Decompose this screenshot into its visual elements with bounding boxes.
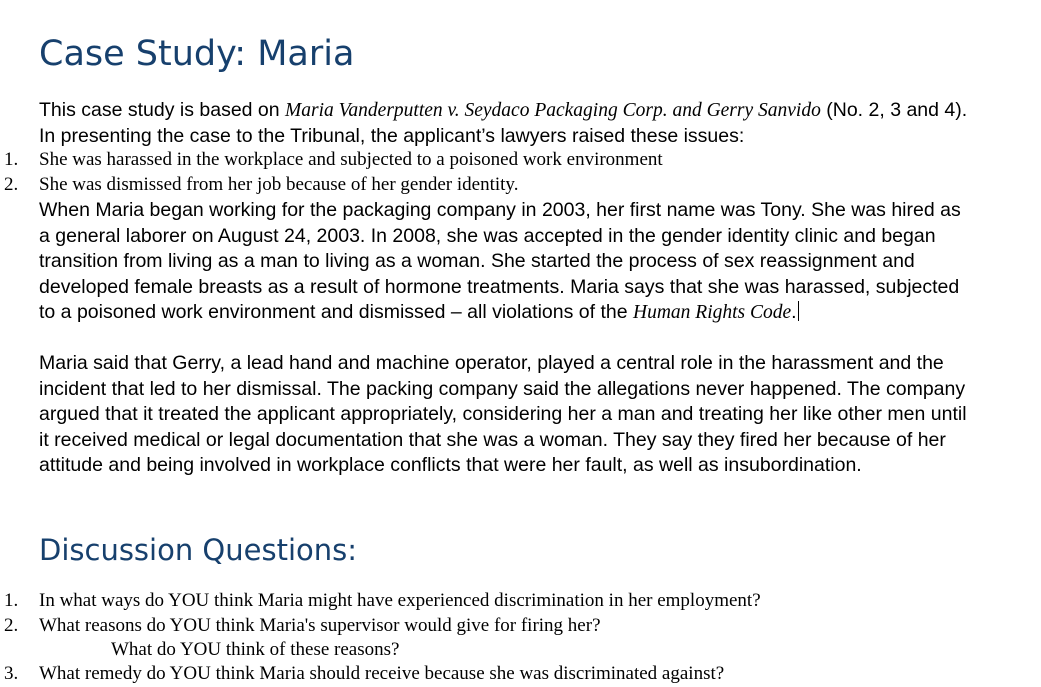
case-name: Maria Vanderputten v. Seydaco Packaging Corp. and Gerry Sanvido: [285, 100, 821, 121]
question-sub-item: What do YOU think of these reasons?: [111, 639, 400, 660]
intro-text-before: This case study is based on: [39, 99, 286, 121]
background-text-before: When Maria began working for the packaging company in 2003, her first name was Tony. She was hired as a general laborer on August 24, 2003. In 2008, she was accepted in the gender identity clinic and began transition from living as a man to living as a woman. She started the process of sex reassignment and developed female breasts as a result of hormone treatments. Maria says that she was harassed, subjected to a poisoned work environment and dismissed – all violations of the: [39, 199, 961, 323]
allegations-paragraph: Maria said that Gerry, a lead hand and machine operator, played a central role in the harassment and the incident that led to her dismissal. The packing company said the allegations never happened. The company argued that it treated the applicant appropriately, considering her a man and treating her like other men until it received medical or legal documentation that she was a woman. They say they fired her because of her attitude and being involved in workplace conflicts that were her fault, as well as insubordination.: [39, 352, 967, 476]
issue-text: She was harassed in the workplace and subjected to a poisoned work environment: [39, 149, 663, 170]
intro-paragraph: [39, 98, 974, 149]
question-number: 3.: [4, 663, 19, 684]
background-text-after: .: [791, 301, 797, 323]
question-text: In what ways do YOU think Maria might have experienced discrimination in her employment?: [39, 590, 761, 611]
issue-number: 2.: [4, 174, 19, 195]
question-text: What remedy do YOU think Maria should receive because she was discriminated against?: [39, 663, 725, 684]
issue-text: She was dismissed from her job because of her gender identity.: [39, 174, 519, 195]
intro-text-after: (No. 2, 3 and 4). In presenting the case to the Tribunal, the applicant’s lawyers raised these issues:: [39, 99, 968, 147]
page-title: Case Study: Maria: [39, 34, 355, 74]
question-number: 2.: [4, 615, 19, 636]
discussion-title: Discussion Questions:: [39, 533, 358, 567]
question-number: 1.: [4, 590, 19, 611]
question-text: What reasons do YOU think Maria's supervisor would give for firing her?: [39, 615, 601, 636]
background-paragraph: [39, 198, 974, 326]
text-cursor: [798, 301, 799, 321]
issue-number: 1.: [4, 149, 19, 170]
code-name: Human Rights Code: [633, 302, 792, 323]
